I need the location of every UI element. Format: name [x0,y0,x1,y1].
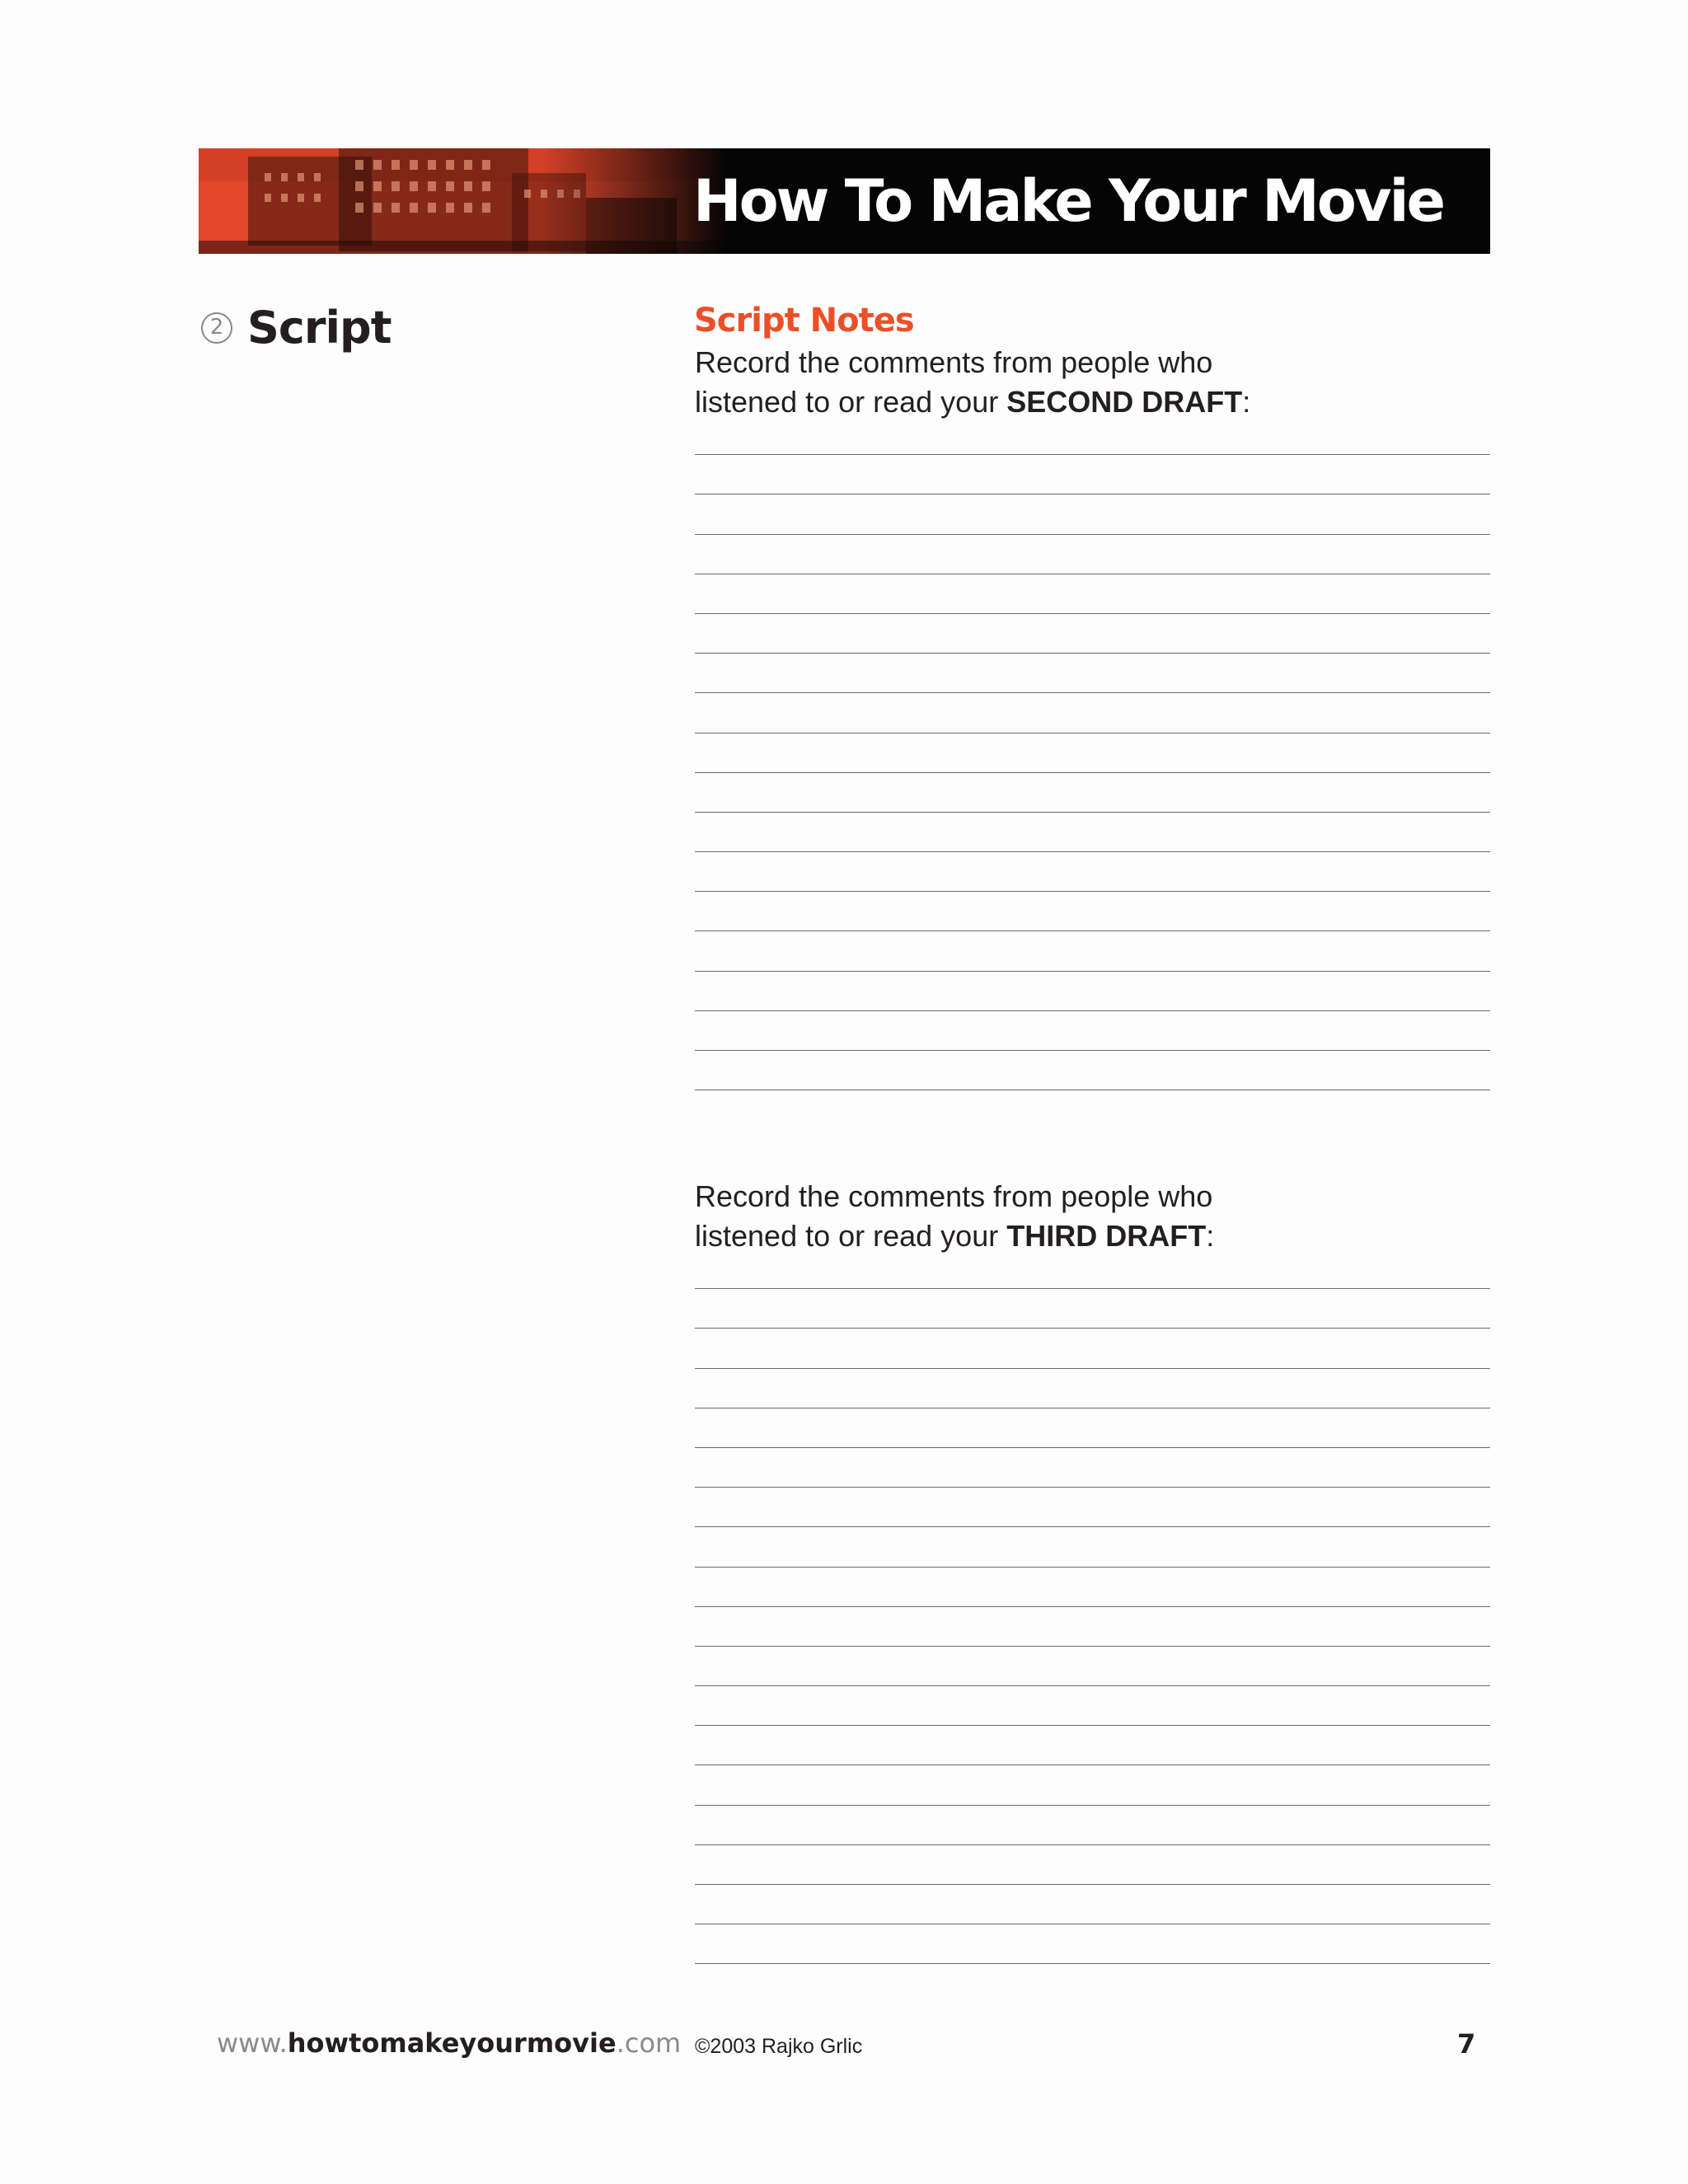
blank-writing-line[interactable] [695,1329,1490,1368]
third-draft-writing-lines[interactable] [695,1249,1490,1964]
blank-writing-line[interactable] [695,614,1490,654]
third-draft-prompt [695,1177,1490,1256]
prompt-line: Record the comments from people who [695,345,1213,379]
blank-writing-line[interactable] [695,1488,1490,1527]
prompt-colon: : [1206,1219,1215,1253]
blank-writing-line[interactable] [695,1806,1490,1845]
prompt-colon: : [1242,385,1251,419]
blank-writing-line[interactable] [695,494,1490,534]
blank-writing-line[interactable] [695,852,1490,892]
blank-writing-line[interactable] [695,1568,1490,1607]
city-street-photo [199,148,726,254]
section-number-badge: 2 [201,312,232,344]
notes-heading: Script Notes [694,302,914,340]
prompt-text: listened to or read your [695,385,1007,419]
blank-writing-line[interactable] [695,1011,1490,1051]
blank-writing-line[interactable] [695,1408,1490,1448]
blank-writing-line[interactable] [695,813,1490,852]
website-link[interactable] [217,2027,681,2059]
prompt-emphasis: SECOND DRAFT [1006,385,1243,419]
prompt-line: Record the comments from people who [695,1179,1213,1213]
header-banner [199,148,1490,254]
blank-writing-line[interactable] [695,1647,1490,1686]
section-title: Script [247,302,392,354]
blank-writing-line[interactable] [695,1249,1490,1289]
section-heading [201,302,392,354]
url-domain: howtomakeyourmovie [287,2027,617,2059]
blank-writing-line[interactable] [695,931,1490,971]
blank-writing-line[interactable] [695,535,1490,574]
url-suffix: .com [616,2027,682,2059]
blank-writing-line[interactable] [695,455,1490,494]
blank-writing-line[interactable] [695,1448,1490,1488]
blank-writing-line[interactable] [695,1369,1490,1408]
blank-writing-line[interactable] [695,654,1490,693]
second-draft-prompt [695,343,1490,422]
prompt-emphasis: THIRD DRAFT [1006,1219,1207,1253]
second-draft-writing-lines[interactable] [695,415,1490,1090]
page-number: 7 [1457,2028,1476,2060]
blank-writing-line[interactable] [695,972,1490,1011]
blank-writing-line[interactable] [695,1924,1490,1964]
document-title: How To Make Your Movie [693,167,1443,235]
blank-writing-line[interactable] [695,693,1490,733]
blank-writing-line[interactable] [695,1607,1490,1647]
blank-writing-line[interactable] [695,1051,1490,1090]
blank-writing-line[interactable] [695,1765,1490,1805]
prompt-text: listened to or read your [695,1219,1007,1253]
blank-writing-line[interactable] [695,1726,1490,1765]
copyright-notice: ©2003 Rajko Grlic [695,2035,863,2058]
blank-writing-line[interactable] [695,1527,1490,1567]
blank-writing-line[interactable] [695,892,1490,931]
blank-writing-line[interactable] [695,1289,1490,1329]
blank-writing-line[interactable] [695,415,1490,455]
blank-writing-line[interactable] [695,773,1490,813]
blank-writing-line[interactable] [695,1845,1490,1885]
blank-writing-line[interactable] [695,1885,1490,1924]
blank-writing-line[interactable] [695,733,1490,773]
url-prefix: www. [217,2027,288,2059]
blank-writing-line[interactable] [695,1686,1490,1726]
blank-writing-line[interactable] [695,574,1490,614]
